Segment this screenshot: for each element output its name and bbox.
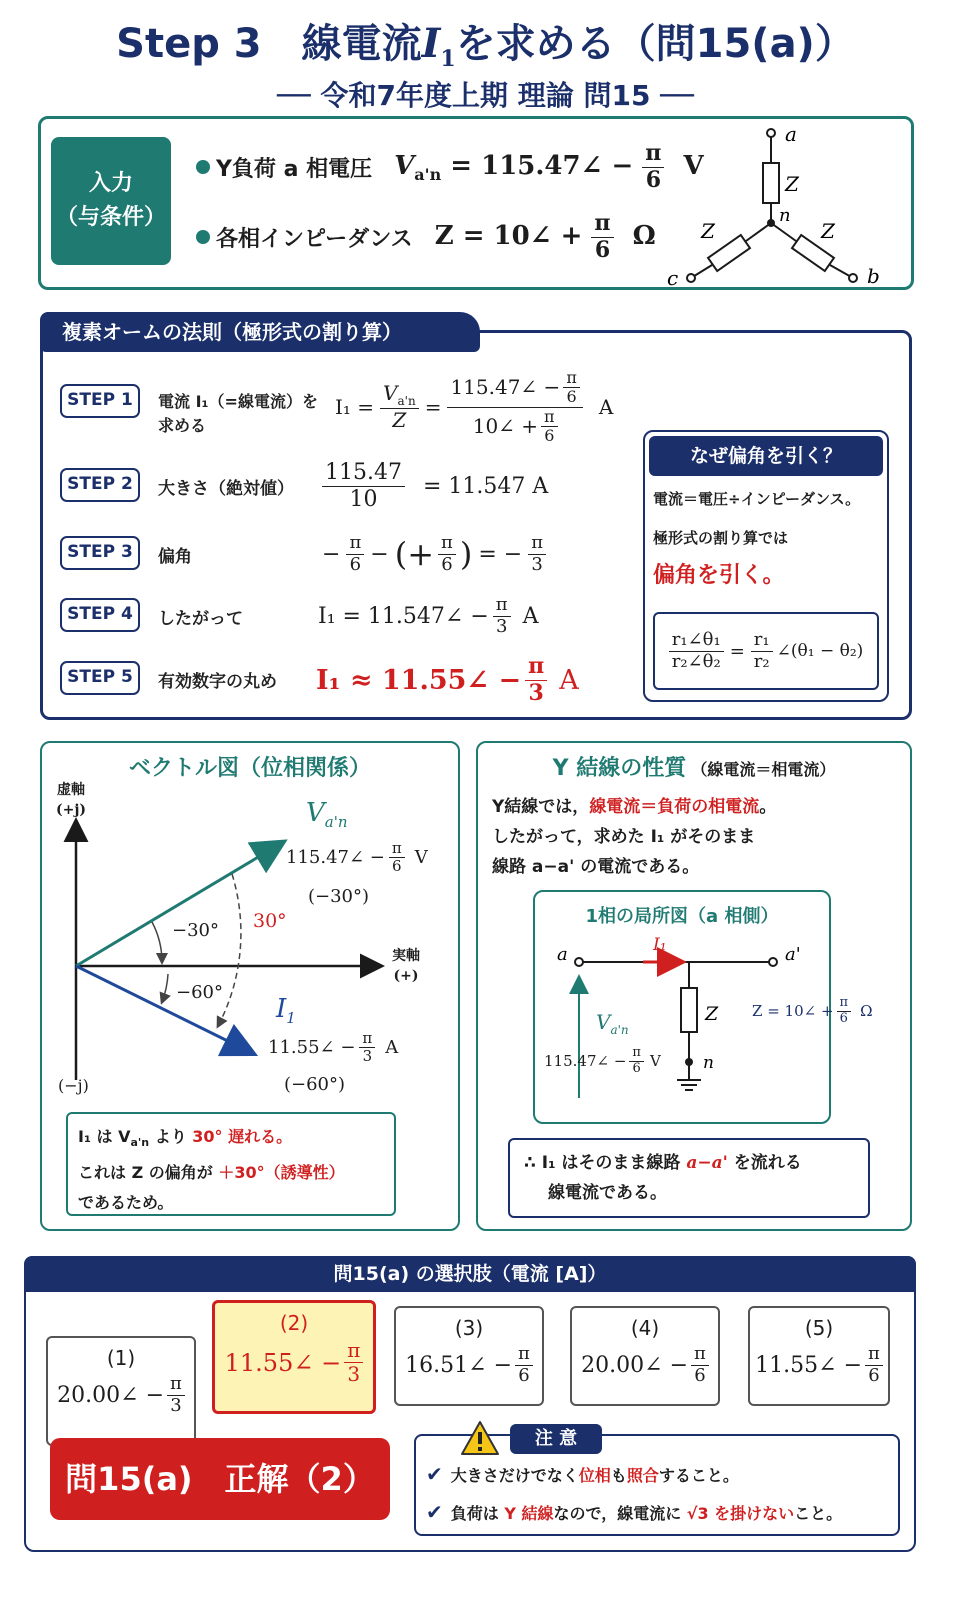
- i-vector-value: 11.55∠ − $\frac{\pi}{3}$ A: [268, 1029, 399, 1066]
- page-title: Step 3 線電流$I_1$を求める（問15(a)）: [116, 20, 855, 72]
- page-subtitle: ── 令和7年度上期 理論 問15 ──: [277, 79, 694, 112]
- choice-2-correct[interactable]: (2) 11.55∠ − $\frac{\pi}{3}$: [212, 1300, 376, 1414]
- local-diagram-header: 1相の局所図（a 相側）: [585, 906, 779, 927]
- step1-formula: I₁ = $\frac{V_{a'n}}{Z}$ = 115.47∠ − $\frac{\pi}{6}$ 10∠ + $\frac{\pi}{6}$ A: [335, 367, 614, 445]
- input-label-line1: 入力: [88, 171, 133, 196]
- input-label-line2: （与条件）: [55, 205, 166, 230]
- bullet-dot-icon: [196, 230, 210, 244]
- input-item1-label: Y負荷 a 相電圧: [216, 156, 373, 182]
- v-vector-value: 115.47∠ − $\frac{\pi}{6}$ V: [286, 839, 428, 876]
- vector-note-box: I₁ は $V_{a'n}$ より 30° 遅れる。 これは Z の偏角が ＋30°（誘導性） であるため。: [66, 1112, 396, 1216]
- step-desc-2: 大きさ（絶対値）: [158, 479, 294, 499]
- i-vector-deg: (−60°): [284, 1074, 346, 1095]
- choices-header: 問15(a) の選択肢（電流 [A]）: [24, 1256, 916, 1292]
- input-item-impedance: 各相インピーダンス Z = 10∠ + $\frac{\pi}{6}$ Ω: [196, 211, 656, 263]
- v-vector-deg: (−30°): [308, 886, 370, 907]
- why-formula-box: $\frac{\text{r₁∠θ₁}}{\text{r₂∠θ₂}}$ = $\frac{\text{r₁}}{\text{r₂}}$ ∠(θ₁ − θ₂): [653, 612, 879, 690]
- caution-item-1: ✔ 大きさだけでなく位相も照合すること。: [426, 1462, 739, 1486]
- local-z-value: Z = 10∠ + $\frac{\pi}{6}$ Ω: [752, 995, 873, 1026]
- choice-5[interactable]: (5) 11.55∠ − $\frac{\pi}{6}$: [748, 1306, 890, 1406]
- local-a-label: a: [557, 944, 568, 965]
- check-icon: ✔: [426, 1462, 443, 1486]
- angle-30-label: −30°: [172, 920, 219, 941]
- check-icon: ✔: [426, 1500, 443, 1524]
- step-desc-5: 有効数字の丸め: [158, 672, 277, 692]
- caution-item-2: ✔ 負荷は Y 結線なので，線電流に √3 を掛けないこと。: [426, 1500, 843, 1524]
- local-v-value: 115.47∠ − $\frac{\pi}{6}$ V: [544, 1045, 661, 1076]
- real-axis-label: 実軸 (+): [392, 948, 420, 984]
- imag-axis-label: 虚軸 (+j): [56, 782, 87, 818]
- step-desc-3: 偏角: [158, 547, 192, 567]
- choice-1[interactable]: (1) 20.00∠ − $\frac{\pi}{3}$: [46, 1336, 196, 1446]
- step-desc-1: 電流 I₁（=線電流）を 求める: [158, 392, 318, 435]
- why-box-header: なぜ偏角を引く？: [649, 436, 883, 476]
- input-label-block: [51, 137, 171, 265]
- caution-header: 注 意: [510, 1424, 602, 1454]
- v-vector-label: $V_{a'n}$: [306, 798, 348, 832]
- choice-3[interactable]: (3) 16.51∠ − $\frac{\pi}{6}$: [394, 1306, 544, 1406]
- local-a2-label: a': [785, 944, 801, 965]
- step-pill-1: STEP 1: [60, 384, 140, 418]
- step-pill-3: STEP 3: [60, 536, 140, 570]
- vector-panel-header: ベクトル図（位相関係）: [128, 756, 371, 781]
- warning-icon: [460, 1420, 500, 1456]
- local-i-label: I₁: [653, 935, 667, 955]
- node-n-label: n: [779, 205, 791, 226]
- why-line1: 電流＝電圧÷インピーダンス。: [653, 490, 861, 508]
- input-panel: [38, 116, 914, 290]
- node-b-label: b: [867, 264, 880, 288]
- input-item-voltage: Y負荷 a 相電圧 $V_{a'n}$ = 115.47∠ − $\frac{\pi}{6}$ V: [196, 141, 704, 193]
- step-pill-4: STEP 4: [60, 598, 140, 632]
- ohm-section-header: 複素オームの法則（極形式の割り算）: [40, 312, 480, 352]
- step4-formula: I₁ = 11.547∠ − $\frac{\pi}{3}$ A: [318, 593, 539, 637]
- node-c-label: c: [667, 266, 679, 290]
- z-label-top: Z: [785, 172, 799, 196]
- ywire-explanation: Y結線では，線電流＝負荷の相電流。 したがって，求めた I₁ がそのまま 線路 a−a' の電流である。: [492, 797, 777, 877]
- ywire-panel-header: Y 結線の性質 （線電流＝相電流）: [552, 756, 836, 781]
- correct-answer-badge: 問15(a) 正解（2）: [50, 1438, 390, 1520]
- local-z-label: Z: [705, 1003, 719, 1025]
- input-item2-label: 各相インピーダンス: [216, 226, 413, 252]
- choice-4[interactable]: (4) 20.00∠ − $\frac{\pi}{6}$: [570, 1306, 720, 1406]
- bullet-dot-icon: [196, 160, 210, 174]
- y-connection-diagram: [667, 122, 913, 290]
- ywire-conclusion-box: ∴ I₁ はそのまま線路 a−a' を流れる 線電流である。: [508, 1138, 870, 1218]
- step-desc-4: したがって: [158, 609, 243, 629]
- step-pill-5: STEP 5: [60, 661, 140, 695]
- step-pill-2: STEP 2: [60, 468, 140, 502]
- step3-formula: − $\frac{\pi}{6}$ − (+ $\frac{\pi}{6}$ ) = − $\frac{\pi}{3}$: [322, 528, 546, 580]
- angle-60-label: −60°: [176, 982, 223, 1003]
- z-label-left: Z: [701, 219, 715, 243]
- i-vector-label: $I_1$: [276, 994, 296, 1028]
- step2-formula: $\frac{115.47}{10}$ = 11.547 A: [322, 458, 548, 514]
- local-v-label: $V_{a'n}$: [596, 1010, 629, 1037]
- why-line3: 偏角を引く。: [653, 563, 785, 588]
- local-n-label: n: [703, 1053, 714, 1073]
- why-box: [643, 430, 889, 702]
- imag-minus-label: (−j): [58, 1076, 89, 1095]
- z-label-right: Z: [821, 219, 835, 243]
- node-a-label: a: [785, 122, 797, 146]
- why-line2: 極形式の割り算では: [653, 529, 789, 547]
- step5-formula: I₁ ≈ 11.55∠ − $\frac{\pi}{3}$ A: [316, 653, 579, 706]
- angle-diff-label: 30°: [253, 910, 287, 932]
